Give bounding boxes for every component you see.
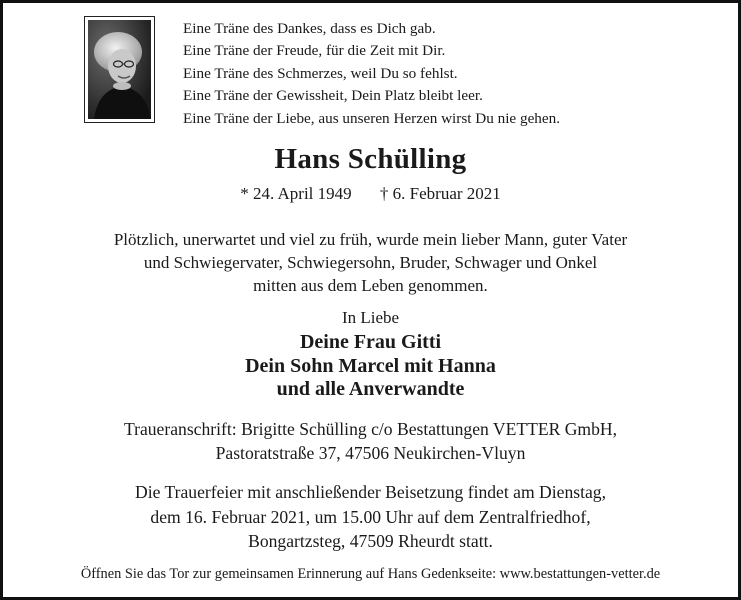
mourning-address [0,417,741,465]
poem-line: Eine Träne des Schmerzes, weil Du so fehlst. [183,64,458,82]
service-line: Die Trauerfeier mit anschließender Beisetzung findet am Dienstag, [135,482,606,502]
service-line: dem 16. Februar 2021, um 15.00 Uhr auf dem Zentralfriedhof, [150,506,591,527]
announcement-line: mitten aus dem Leben genommen. [253,276,488,295]
announcement-text [0,228,741,297]
memorial-page-link[interactable]: Öffnen Sie das Tor zur gemeinsamen Erinnerung auf Hans Gedenkseite: www.bestattungen-vetter.de [80,566,661,582]
birth-date: * 24. April 1949 [240,184,352,203]
funeral-service-info [0,480,741,554]
poem-line: Eine Träne des Dankes, dass es Dich gab. [183,20,436,37]
poem-line: Eine Träne der Liebe, aus unseren Herzen wirst Du nie gehen. [183,109,561,127]
mourner-line: und alle Anverwandte [276,378,465,400]
deceased-name: Hans Schülling [274,143,467,175]
portrait-illustration [88,20,151,119]
announcement-line: und Schwiegervater, Schwiegersohn, Bruder, Schwager und Onkel [143,253,598,272]
poem-line: Eine Träne der Freude, für die Zeit mit Dir. [183,42,446,60]
portrait-photo [84,16,155,123]
address-line: Pastoratstraße 37, 47506 Neukirchen-Vluyn [215,443,526,463]
life-dates [0,184,741,204]
announcement-line: Plötzlich, unerwartet und viel zu früh, wurde mein lieber Mann, guter Vater [113,230,628,249]
death-date: † 6. Februar 2021 [379,184,501,203]
in-love-label: In Liebe [341,308,400,327]
mourner-line: Deine Frau Gitti [299,331,442,353]
portrait-image [88,20,151,119]
poem-line: Eine Träne der Gewissheit, Dein Platz bleibt leer. [183,87,483,105]
service-line: Bongartzsteg, 47509 Rheurdt statt. [248,531,493,551]
mourners [0,331,741,402]
mourner-line: Dein Sohn Marcel mit Hanna [245,354,496,377]
poem [183,18,560,130]
address-line: Traueranschrift: Brigitte Schülling c/o Bestattungen VETTER GmbH, [123,419,618,439]
